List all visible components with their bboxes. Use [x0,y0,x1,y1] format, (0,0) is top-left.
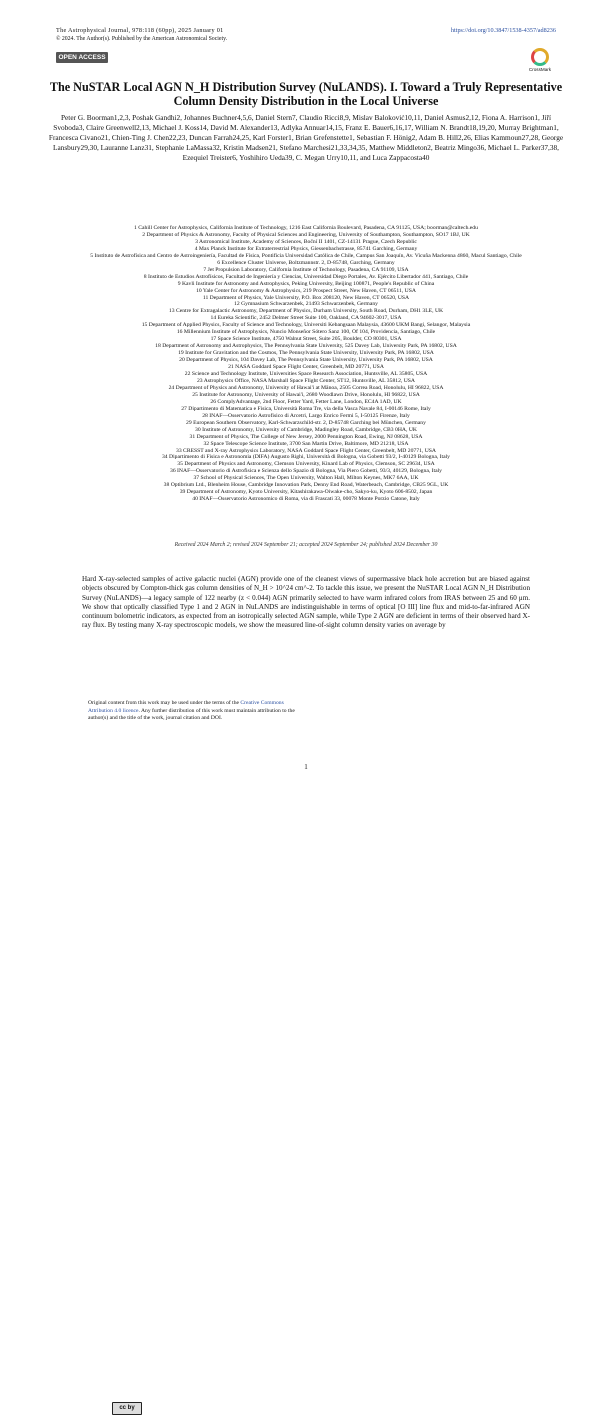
affiliation-line: 18 Department of Astronomy and Astrophysics, The Pennsylvania State University, 525 Davey Lab, University Park, PA 16802, USA [155,343,457,350]
affiliation-line: 13 Centre for Extragalactic Astronomy, Department of Physics, Durham University, South Road, Durham, DH1 3LE, UK [168,308,444,315]
affiliation-line: 9 Kavli Institute for Astronomy and Astrophysics, Peking University, Beijing 100871, People's Republic of China [177,280,435,287]
crossmark-label: CrossMark [528,67,552,72]
page-number: 1 [304,763,308,771]
affiliation-line: 6 Excellence Cluster Universe, Boltzmannstr. 2, D-85748, Garching, Germany [217,259,395,266]
affiliation-line: 28 INAF—Osservatorio Astrofisico di Arcetri, Largo Enrico Fermi 5, I-50125 Firenze, Italy [202,412,410,419]
crossmark-button[interactable] [524,48,556,78]
affiliation-line: 32 Space Telescope Science Institute, 3700 San Martin Drive, Baltimore, MD 21218, USA [203,440,409,447]
affiliation-line: 21 NASA Goddard Space Flight Center, Greenbelt, MD 20771, USA [228,364,384,371]
affiliation-line: 31 Department of Physics, The College of New Jersey, 2000 Pennington Road, Ewing, NJ 08628, USA [189,433,423,440]
affiliation-line: 26 ComplyAdvantage, 2nd Floor, Fetter Yard, Fetter Lane, London, EC4A 1AD, UK [210,398,402,405]
affiliation-line: 3 Astronomical Institute, Academy of Sciences, Boční II 1401, CZ-14131 Prague, Czech Republic [195,238,417,245]
affiliation-line: 2 Department of Physics & Astronomy, Faculty of Physical Sciences and Engineering, University of Southampton, Southampton, SO17 1BJ, UK [142,231,470,238]
affiliation-line: 38 Optibrium Ltd., Blenheim House, Cambridge Innovation Park, Denny End Road, Waterbeach, Cambridge, CB25 9GL, UK [163,482,449,489]
publication-dates: Received 2024 March 2; revised 2024 September 21; accepted 2024 September 24; published 2024 December 30 [174,542,438,548]
affiliation-line: 5 Instituto de Astrofísica and Centro de Astroingeniería, Facultad de Física, Pontificia Universidad Católica de Chile, Campus San Joaquín, Av. Vicuña Mackenna 4860, Macul Santiago, Chile [90,252,522,259]
affiliation-line: 39 Department of Astronomy, Kyoto University, Kitashirakawa-Oiwake-cho, Sakyo-ku, Kyoto 606-8502, Japan [179,489,433,496]
affiliation-line: 33 CRESST and X-ray Astrophysics Laboratory, NASA Goddard Space Flight Center, Greenbelt, MD 20771, USA [176,447,436,454]
affiliations [40,225,572,503]
affiliation-line: 25 Institute for Astronomy, University of Hawai'i, 2680 Woodlawn Drive, Honolulu, HI 96822, USA [192,391,420,398]
affiliation-line: 4 Max Planck Institute for Extraterrestrial Physics, Giessenbachstrasse, 85741 Garching, Germany [194,245,418,252]
affiliation-line: 11 Department of Physics, Yale University, P.O. Box 208120, New Haven, CT 06520, USA [202,294,410,301]
license-block [56,700,306,1411]
affiliation-line: 1 Cahill Center for Astrophysics, California Institute of Technology, 1216 East California Boulevard, Pasadena, CA 91125, USA; boorman@caltech.edu [134,225,478,231]
license-text-before: Original content from this work may be used under the terms of the [88,700,241,706]
affiliation-line: 37 School of Physical Sciences, The Open University, Walton Hall, Milton Keynes, MK7 6AA, UK [193,475,419,482]
affiliation-line: 16 Millennium Institute of Astrophysics, Nuncio Monseñor Sótero Sanz 100, Of 104, Providencia, Santiago, Chile [176,329,436,336]
running-header [56,27,556,43]
affiliation-line: 22 Science and Technology Institute, Universities Space Research Association, Huntsville, AL 35805, USA [184,371,428,378]
license-text-after: . Any further distribution of this work must maintain attribution to the author(s) and the title of the work, journal citation and DOI. [88,707,295,722]
crossmark-icon [531,48,549,66]
affiliation-line: 27 Dipartimento di Matematica e Fisica, Università Roma Tre, via della Vasca Navale 84, I-00146 Rome, Italy [181,405,431,412]
affiliation-line: 12 Gymnasium Schwarzenbek, 21493 Schwarzenbek, Germany [234,301,378,308]
license-link[interactable]: Creative Commons Attribution 4.0 licence [88,700,284,714]
affiliation-line: 20 Department of Physics, 104 Davey Lab, The Pennsylvania State University, University Park, PA 16802, USA [179,357,433,364]
affiliation-line: 24 Department of Physics and Astronomy, University of Hawai'i at Mānoa, 2505 Correa Road, Honolulu, HI 96822, USA [168,384,444,391]
affiliation-line: 35 Department of Physics and Astronomy, Clemson University, Kinard Lab of Physics, Clemson, SC 29634, USA [177,461,435,468]
affiliation-line: 8 Instituto de Estudios Astrofísicos, Facultad de Ingeniería y Ciencias, Universidad Diego Portales, Av. Ejército Libertador 441, Santiago, Chile [143,273,469,280]
affiliation-line: 15 Department of Applied Physics, Faculty of Science and Technology, Universiti Kebangsaan Malaysia, 43600 UKM Bangi, Selangor, Malaysia [141,322,471,329]
doi-link[interactable]: https://doi.org/10.3847/1538-4357/ad8236 [450,27,556,34]
cc-by-badge[interactable]: cc by [112,1402,142,1415]
affiliation-line: 7 Jet Propulsion Laboratory, California Institute of Technology, Pasadena, CA 91109, USA [203,266,409,273]
journal-citation: The Astrophysical Journal, 978:118 (60pp), 2025 January 01 [56,27,224,34]
paper-title: The NuSTAR Local AGN N_H Distribution Survey (NuLANDS). I. Toward a Truly Representative Column Density Distribution in the Local Universe [49,80,563,108]
affiliation-line: 23 Astrophysics Office, NASA Marshall Space Flight Center, ST12, Huntsville, AL 35812, USA [196,377,416,384]
affiliation-line: 30 Institute of Astronomy, University of Cambridge, Madingley Road, Cambridge, CB3 0HA, UK [195,426,417,433]
open-access-badge: OPEN ACCESS [56,52,108,63]
affiliation-line: 14 Eureka Scientific, 2452 Delmer Street Suite 100, Oakland, CA 94602-3017, USA [210,315,402,322]
affiliation-line: 29 European Southern Observatory, Karl-Schwarzschild-str. 2, D-85748 Garching bei München, Germany [186,419,426,426]
abstract: Hard X-ray-selected samples of active galactic nuclei (AGN) provide one of the cleanest views of supermassive black hole accretion but are biased against objects obscured by Compton-thick gas column densities of N_H > 10^24 cm^-2. To tackle this issue, we present the NuSTAR Local AGN N_H Distribution Survey (NuLANDS)—a legacy sample of 122 nearby (z < 0.044) AGN primarily selected to have warm infrared colors from IRAS between 25 and 60 μm. We show that optically classified Type 1 and 2 AGN in NuLANDS are indistinguishable in terms of optical [O III] line flux and mid-to-far-infrared AGN continuum bolometric indicators, as expected from an isotropically selected AGN sample, while Type 2 AGN are deficient in terms of their observed hard X-ray flux. By testing many X-ray spectroscopic models, we show the measured line-of-sight column density varies on average by [82,575,530,630]
copyright-line: © 2024. The Author(s). Published by the American Astronomical Society. [56,36,228,42]
author-list: Peter G. Boorman1,2,3, Poshak Gandhi2, Johannes Buchner4,5,6, Daniel Stern7, Claudio Ricci8,9, Mislav Baloković10,11, Daniel Asmus2,12, Fiona A. Harrison1, Jiří Svoboda3, Claire Greenwell2,13, Michael J. Koss14, David M. Alexander13, Adlyka Annuar14,15, Franz E. Bauer6,16,17, William N. Brandt18,19,20, Murray Brightman1, Francesca Civano21, Chien-Ting J. Chen22,23, Duncan Farrah24,25, Karl Forster1, Brian Grefenstette1, Sebastian F. Hönig2, Adam B. Hill2,26, Elias Kammoun27,28, George Lansbury29,30, Lauranne Lanz31, Stephanie LaMassa32, Kristin Madsen21, Stefano Marchesi21,33,34,35, Matthew Middleton2, Beatriz Mingo36, Michael L. Parker37,38, Ezequiel Treister6, Yoshihiro Ueda39, C. Megan Urry10,11, and Luca Zappacosta40 [48,113,564,162]
affiliation-line: 36 INAF—Osservatorio di Astrofisica e Scienza dello Spazio di Bologna, Via Piero Gobetti, 93/3, 40129, Bologna, Italy [170,468,442,475]
affiliation-line: 19 Institute for Gravitation and the Cosmos, The Pennsylvania State University, University Park, PA 16802, USA [178,350,434,357]
affiliation-line: 10 Yale Center for Astronomy & Astrophysics, 219 Prospect Street, New Haven, CT 06511, USA [196,287,416,294]
affiliation-line: 17 Space Science Institute, 4750 Walnut Street, Suite 205, Boulder, CO 80301, USA [210,336,402,343]
affiliation-line: 40 INAF—Osservatorio Astronomico di Roma, via di Frascati 33, 00078 Monte Porzio Catone, Italy [192,496,420,503]
affiliation-line: 34 Dipartimento di Fisica e Astronomia (DIFA) Augusto Righi, Università di Bologna, via Gobetti 93/2, I-40129 Bologna, Italy [161,454,450,461]
